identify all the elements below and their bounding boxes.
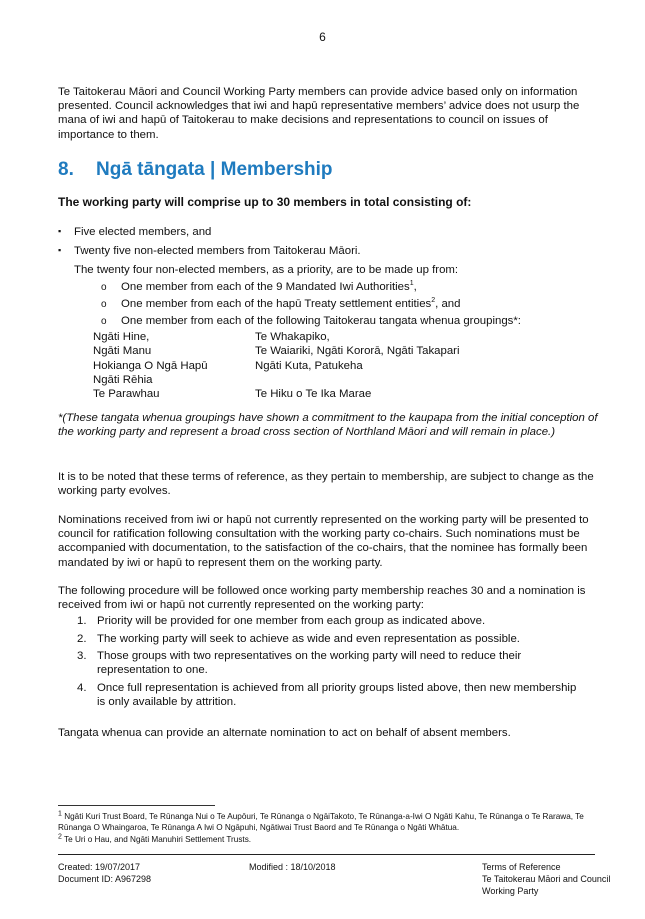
grouping-right: Te Hiku o Te Ika Marae [255,388,372,400]
alternate-nomination-paragraph: Tangata whenua can provide an alternate nomination to act on behalf of absent members. [58,727,511,739]
terms-of-reference-paragraph: It is to be noted that these terms of reference, as they pertain to membership, are subject to change as the working party evolves. [58,471,594,498]
procedure-step [77,649,577,677]
circle-bullet-icon: o [101,282,107,293]
step-number: 3. [77,650,87,662]
grouping-left: Te Parawhau [93,388,160,400]
bullet-text: Twenty five non-elected members from Taitokerau Māori. [74,245,361,257]
sub-item-suffix: , and [435,298,461,310]
footnote [58,812,598,833]
section-number: 8. [58,159,74,180]
grouping-right: Te Waiariki, Ngāti Kororā, Ngāti Takapari [255,345,460,357]
step-number: 2. [77,633,87,645]
intro-paragraph: Te Taitokerau Māori and Council Working Party members can provide advice based only on information presented. Council acknowledges that iwi and hapū representative members’ advice does not usurp the mana of iwi and hapū of Taitokerau to make decisions and representations to council on issues of importance to them. [58,86,580,141]
sub-item-text: One member from each of the following Taitokerau tangata whenua groupings*: [121,315,521,327]
sub-list-item [101,314,521,329]
bullet-item [58,243,361,258]
sub-list-item [101,280,417,295]
footnote-ref: 2 [431,297,436,305]
bullet-square-icon: ▪ [58,245,62,255]
grouping-left: Ngāti Manu [93,345,152,357]
step-number: 4. [77,682,87,694]
circle-bullet-icon: o [101,299,107,310]
footnote-text: Ngāti Kuri Trust Board, Te Rūnanga Nui o Te Aupōuri, Te Rūnanga o NgāiTakoto, Te Rūnanga-a-Iwi O Ngāti Kahu, Te Rūnanga o Te Rarawa, Te Rūnanga O Whaingaroa, Te Rūnanga A Iwi O Ngāpuhi, Ngātiwai Trust Baord and Te Rūnanga o Ngāti Whātua. [58,812,584,832]
footer-tor-line: Terms of Reference [482,862,561,872]
footer-document-id: Document ID: A967298 [58,874,152,884]
procedure-step [77,681,577,709]
footer-created: Created: 19/07/2017 [58,862,141,872]
step-text: Once full representation is achieved from all priority groups listed above, then new membership is only available by attrition. [97,682,577,709]
footnote-mark: 2 [58,833,62,841]
footnote-text: Te Uri o Hau, and Ngāti Manuhiri Settlement Trusts. [64,835,252,844]
circle-bullet-icon: o [101,316,107,327]
procedure-step [77,614,577,628]
bullet-item [58,224,211,239]
step-text: Priority will be provided for one member from each group as indicated above. [97,615,486,627]
page-number: 6 [319,30,326,44]
footnote-separator [58,805,215,806]
step-number: 1. [77,615,87,627]
bullet-square-icon: ▪ [58,226,62,236]
bullet-text: Five elected members, and [74,226,212,238]
step-text: The working party will seek to achieve as wide and even representation as possible. [97,633,520,645]
membership-subheading: The working party will comprise up to 30 members in total consisting of: [58,195,472,209]
footer-modified: Modified : 18/10/2018 [249,862,336,872]
sub-item-text: One member from each of the 9 Mandated Iwi Authorities [121,281,410,293]
nominations-paragraph: Nominations received from iwi or hapū not currently represented on the working party will be presented to council for ratification following consultation with the working party co-chairs. Such nominations must be accompanied with documentation, to the satisfaction of the co-chairs, that the nominee has formally been mandated by iwi or hapū to represent them on the working party. [58,514,589,569]
footnote-mark: 1 [58,810,62,818]
grouping-left: Hokianga O Ngā Hapū [93,360,208,372]
footnote [58,835,598,846]
grouping-right: Ngāti Kuta, Patukeha [255,360,363,372]
sub-item-text: One member from each of the hapū Treaty settlement entities [121,298,432,310]
grouping-right: Te Whakapiko, [255,331,330,343]
footer-tor-line: Te Taitokerau Māori and Council [482,874,611,884]
footer-tor-line: Working Party [482,886,539,896]
footnote-ref: 1 [409,280,414,288]
step-text: Those groups with two representatives on the working party will need to reduce their representation to one. [97,650,522,677]
procedure-paragraph: The following procedure will be followed once working party membership reaches 30 and a nomination is received from iwi or hapū not currently represented on the working party: [58,585,586,612]
grouping-left: Ngāti Hine, [93,331,150,343]
sub-item-suffix: , [413,281,417,293]
sub-list-item [101,297,460,312]
bullet-subtext: The twenty four non-elected members, as a priority, are to be made up from: [74,264,459,276]
section-title: Ngā tāngata | Membership [96,159,333,180]
procedure-step [77,632,577,646]
groupings-note: *(These tangata whenua groupings have shown a commitment to the kaupapa from the initial conception of the working party and represent a broad cross section of Northland Māori and will remain in place.) [58,412,598,439]
footer-rule [58,854,595,855]
grouping-left: Ngāti Rēhia [93,374,153,386]
section-heading [58,159,333,181]
